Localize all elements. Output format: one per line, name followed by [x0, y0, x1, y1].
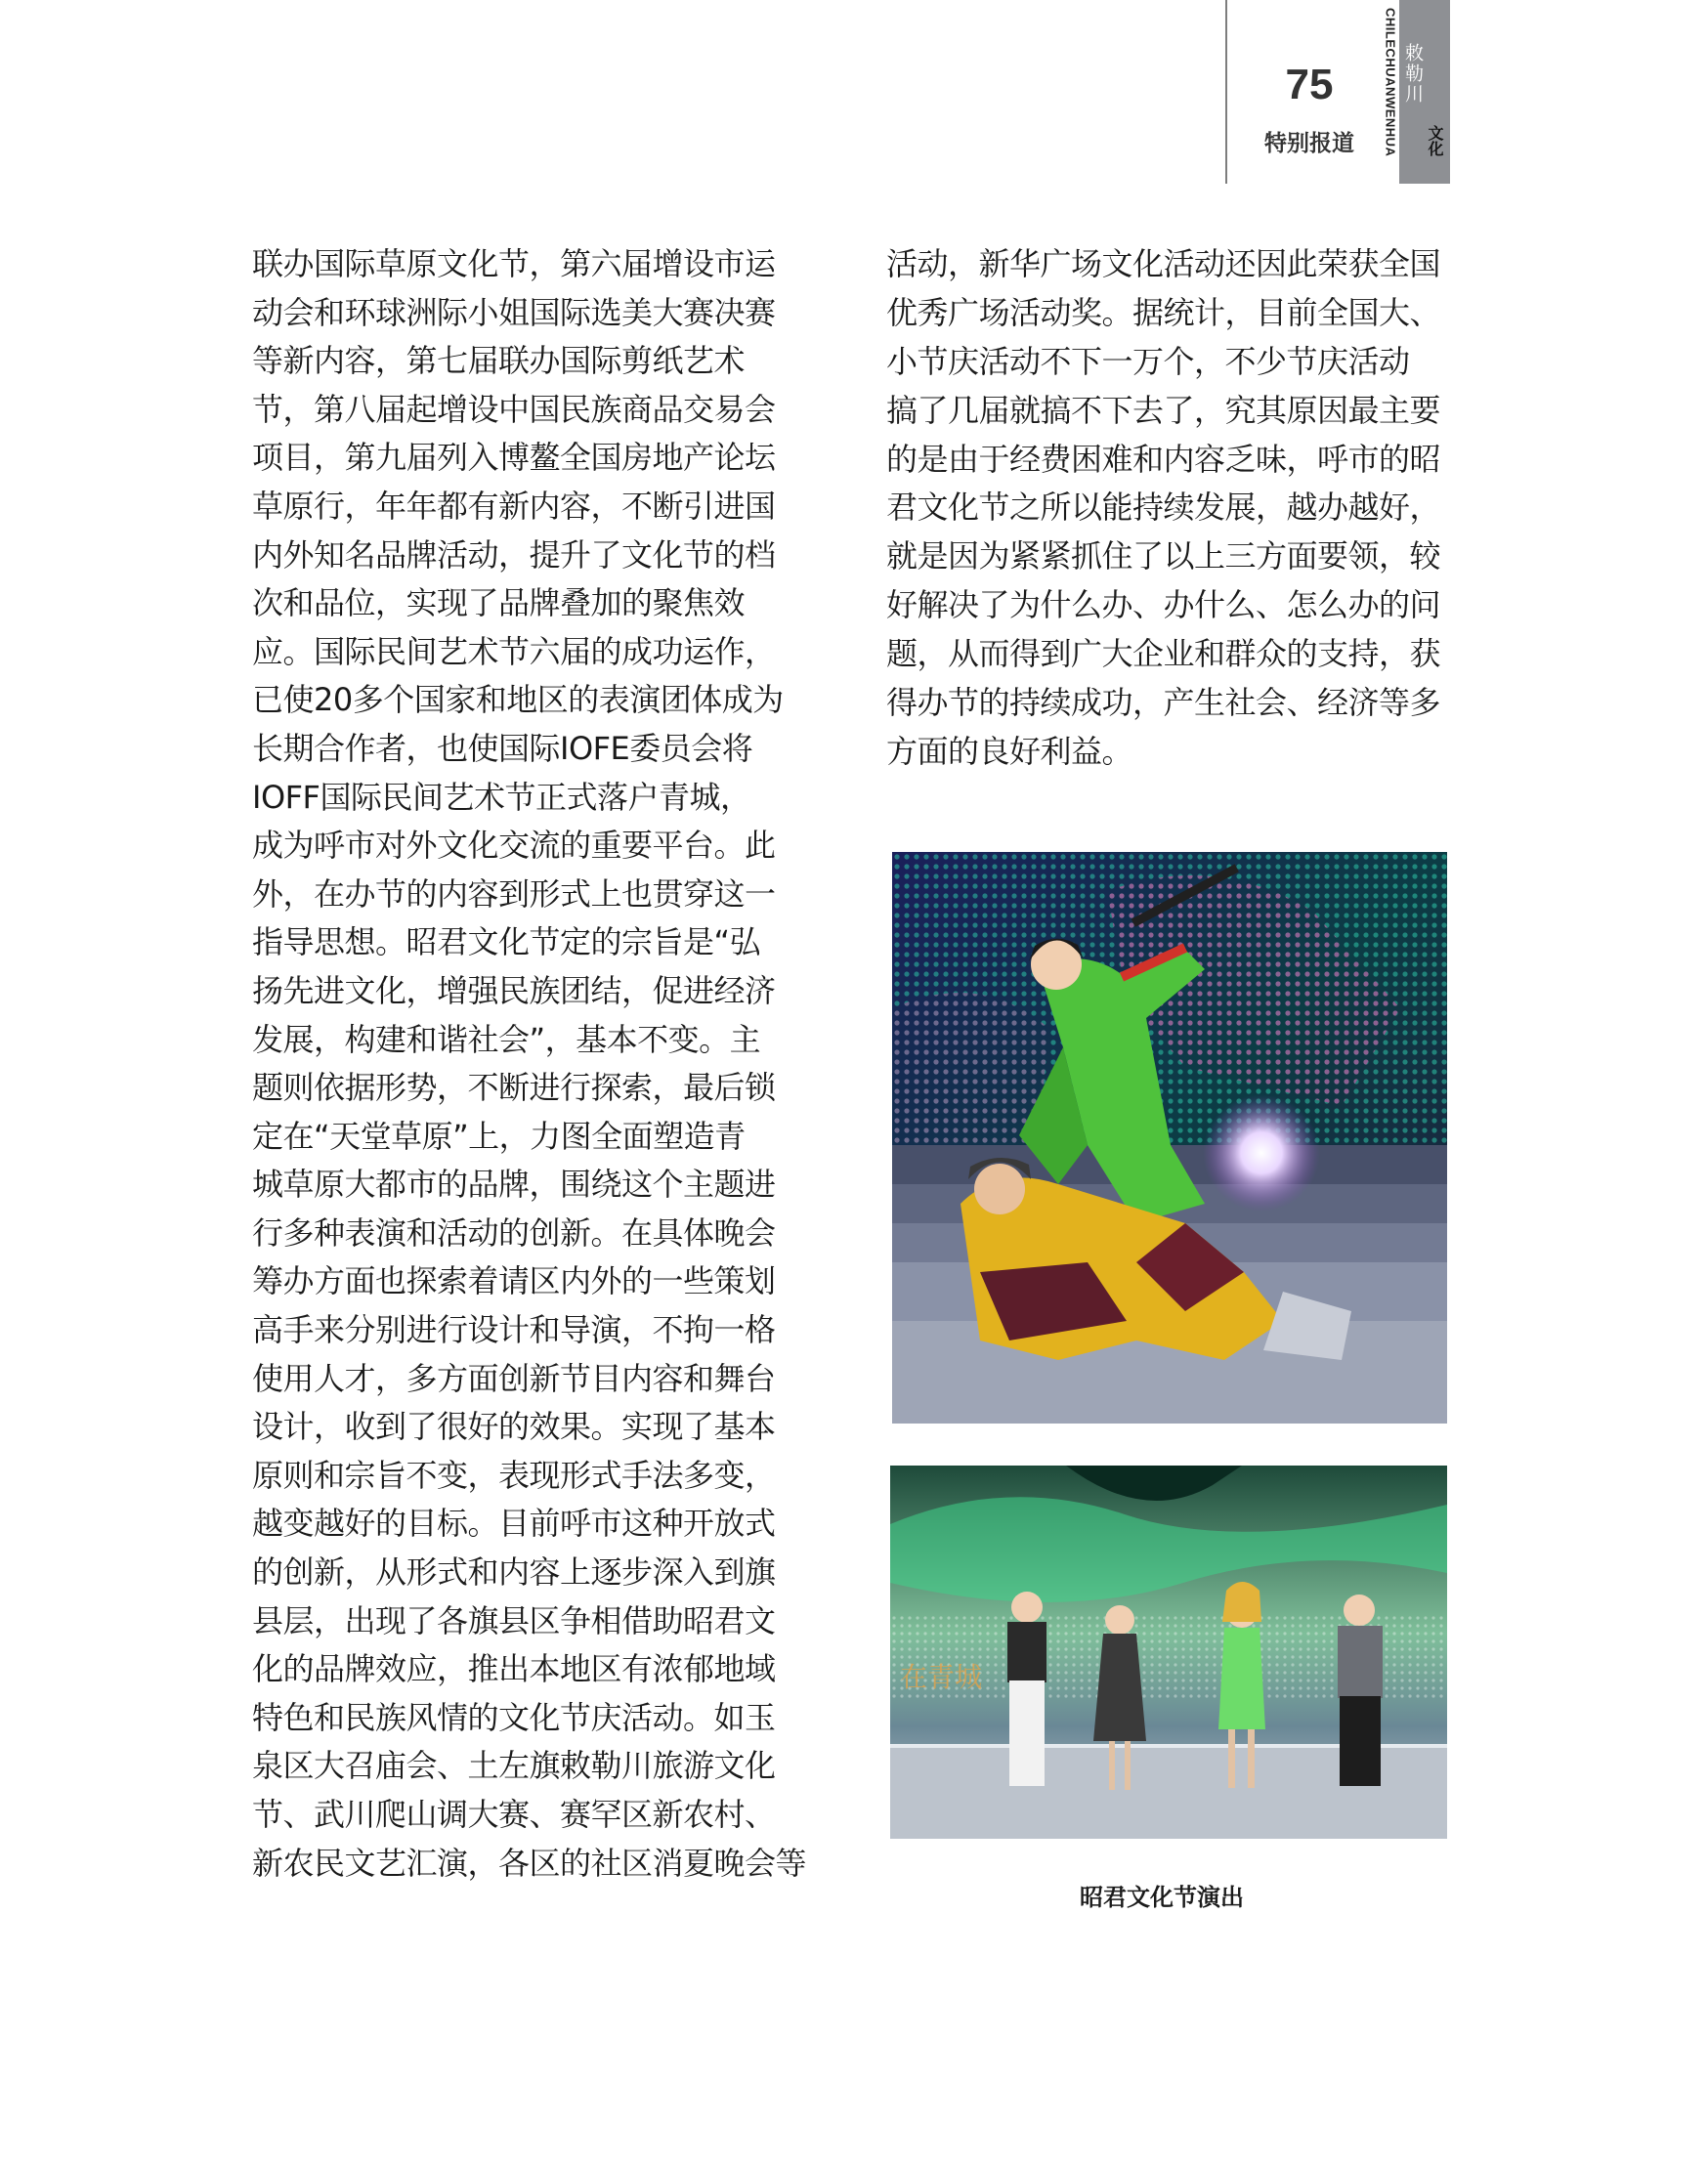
article-line: 动会和环球洲际小姐国际选美大赛决赛 — [252, 293, 776, 331]
column-tab — [1382, 0, 1450, 184]
article-left-column — [252, 240, 817, 1888]
article-line: 高手来分别进行设计和导演，不拘一格 — [252, 1311, 776, 1349]
article-line: 筹办方面也探索着请区内外的一些策划 — [252, 1262, 776, 1300]
article-line: 内外知名品牌活动，提升了文化节的档 — [252, 535, 776, 574]
column-logo-box — [1399, 0, 1450, 184]
article-line: 好解决了为什么办、办什么、怎么办的问 — [886, 586, 1441, 624]
article-line: 县层，出现了各旗县区争相借助昭君文 — [252, 1601, 776, 1639]
article-line: 越变越好的目标。目前呼市这种开放式 — [252, 1505, 776, 1543]
article-line: 应。国际民间艺术节六届的成功运作， — [252, 632, 776, 670]
article-line: 定在“天堂草原”上，力图全面塑造青 — [252, 1117, 746, 1155]
screen-text: 在青城 — [900, 1661, 983, 1693]
article-line: 项目，第九届列入博鳌全国房地产论坛 — [252, 439, 776, 477]
page-number: 75 — [1285, 61, 1334, 108]
article-line: IOFF国际民间艺术节正式落户青城， — [252, 778, 751, 816]
article-line: 等新内容，第七届联办国际剪纸艺术 — [252, 342, 746, 380]
article-line: 题则依据形势，不断进行探索，最后锁 — [252, 1069, 776, 1107]
article-line: 发展，构建和谐社会”，基本不变。主 — [252, 1020, 761, 1058]
photo-caption: 昭君文化节演出 — [1080, 1884, 1244, 1911]
article-line: 搞了几届就搞不下去了，究其原因最主要 — [886, 391, 1441, 429]
article-line: 泉区大召庙会、土左旗敕勒川旅游文化 — [252, 1747, 776, 1785]
article-line: 化的品牌效应，推出本地区有浓郁地域 — [252, 1650, 776, 1688]
article-line: 新农民文艺汇演，各区的社区消夏晚会等 — [252, 1844, 807, 1882]
article-line: 君文化节之所以能持续发展，越办越好， — [886, 489, 1441, 527]
article-line: 联办国际草原文化节，第六届增设市运 — [252, 245, 776, 282]
article-line: 原则和宗旨不变，表现形式手法多变， — [252, 1456, 776, 1494]
article-line: 成为呼市对外文化交流的重要平台。此 — [252, 827, 776, 865]
article-line: 节、武川爬山调大赛、赛罕区新农村、 — [252, 1796, 776, 1833]
article-line: 优秀广场活动奖。据统计，目前全国大、 — [886, 293, 1441, 331]
article-line: 方面的良好利益。 — [886, 732, 1133, 770]
article-line: 得办节的持续成功，产生社会、经济等多 — [886, 684, 1441, 722]
article-line: 指导思想。昭君文化节定的宗旨是“弘 — [252, 923, 761, 961]
singers-performance-photo — [890, 1466, 1447, 1839]
article-line: 行多种表演和活动的创新。在具体晚会 — [252, 1213, 776, 1252]
article-line: 活动，新华广场文化活动还因此荣获全国 — [886, 245, 1441, 282]
article-line: 的是由于经费困难和内容乏味，呼市的昭 — [886, 440, 1441, 478]
column-word: 文化 — [1426, 125, 1444, 156]
article-line: 的创新，从形式和内容上逐步深入到旗 — [252, 1553, 776, 1592]
article-line: 设计，收到了很好的效果。实现了基本 — [252, 1408, 776, 1446]
column-latin-title: CHILECHUANWENHUA — [1383, 8, 1398, 157]
article-line: 长期合作者，也使国际IOFE委员会将 — [252, 729, 753, 767]
article-line: 特色和民族风情的文化节庆活动。如玉 — [252, 1698, 776, 1736]
article-line: 就是因为紧紧抓住了以上三方面要领，较 — [886, 537, 1441, 575]
header-divider — [1225, 0, 1227, 184]
column-logo: 敕勒川 — [1402, 43, 1424, 105]
article-line: 外，在办节的内容到形式上也贯穿这一 — [252, 874, 776, 913]
article-right-column — [886, 240, 1453, 777]
article-line: 使用人才，多方面创新节目内容和舞台 — [252, 1359, 776, 1397]
article-line: 题，从而得到广大企业和群众的支持，获 — [886, 635, 1441, 673]
article-line: 次和品位，实现了品牌叠加的聚焦效 — [252, 584, 746, 622]
dance-performance-photo — [892, 852, 1447, 1424]
article-line: 小节庆活动不下一万个，不少节庆活动 — [886, 342, 1410, 380]
article-line: 已使20多个国家和地区的表演团体成为 — [252, 681, 784, 719]
section-label: 特别报道 — [1264, 131, 1354, 156]
article-line: 扬先进文化，增强民族团结，促进经济 — [252, 971, 776, 1009]
article-line: 草原行，年年都有新内容，不断引进国 — [252, 487, 776, 525]
article-line: 城草原大都市的品牌，围绕这个主题进 — [252, 1166, 776, 1204]
article-line: 节，第八届起增设中国民族商品交易会 — [252, 390, 776, 428]
